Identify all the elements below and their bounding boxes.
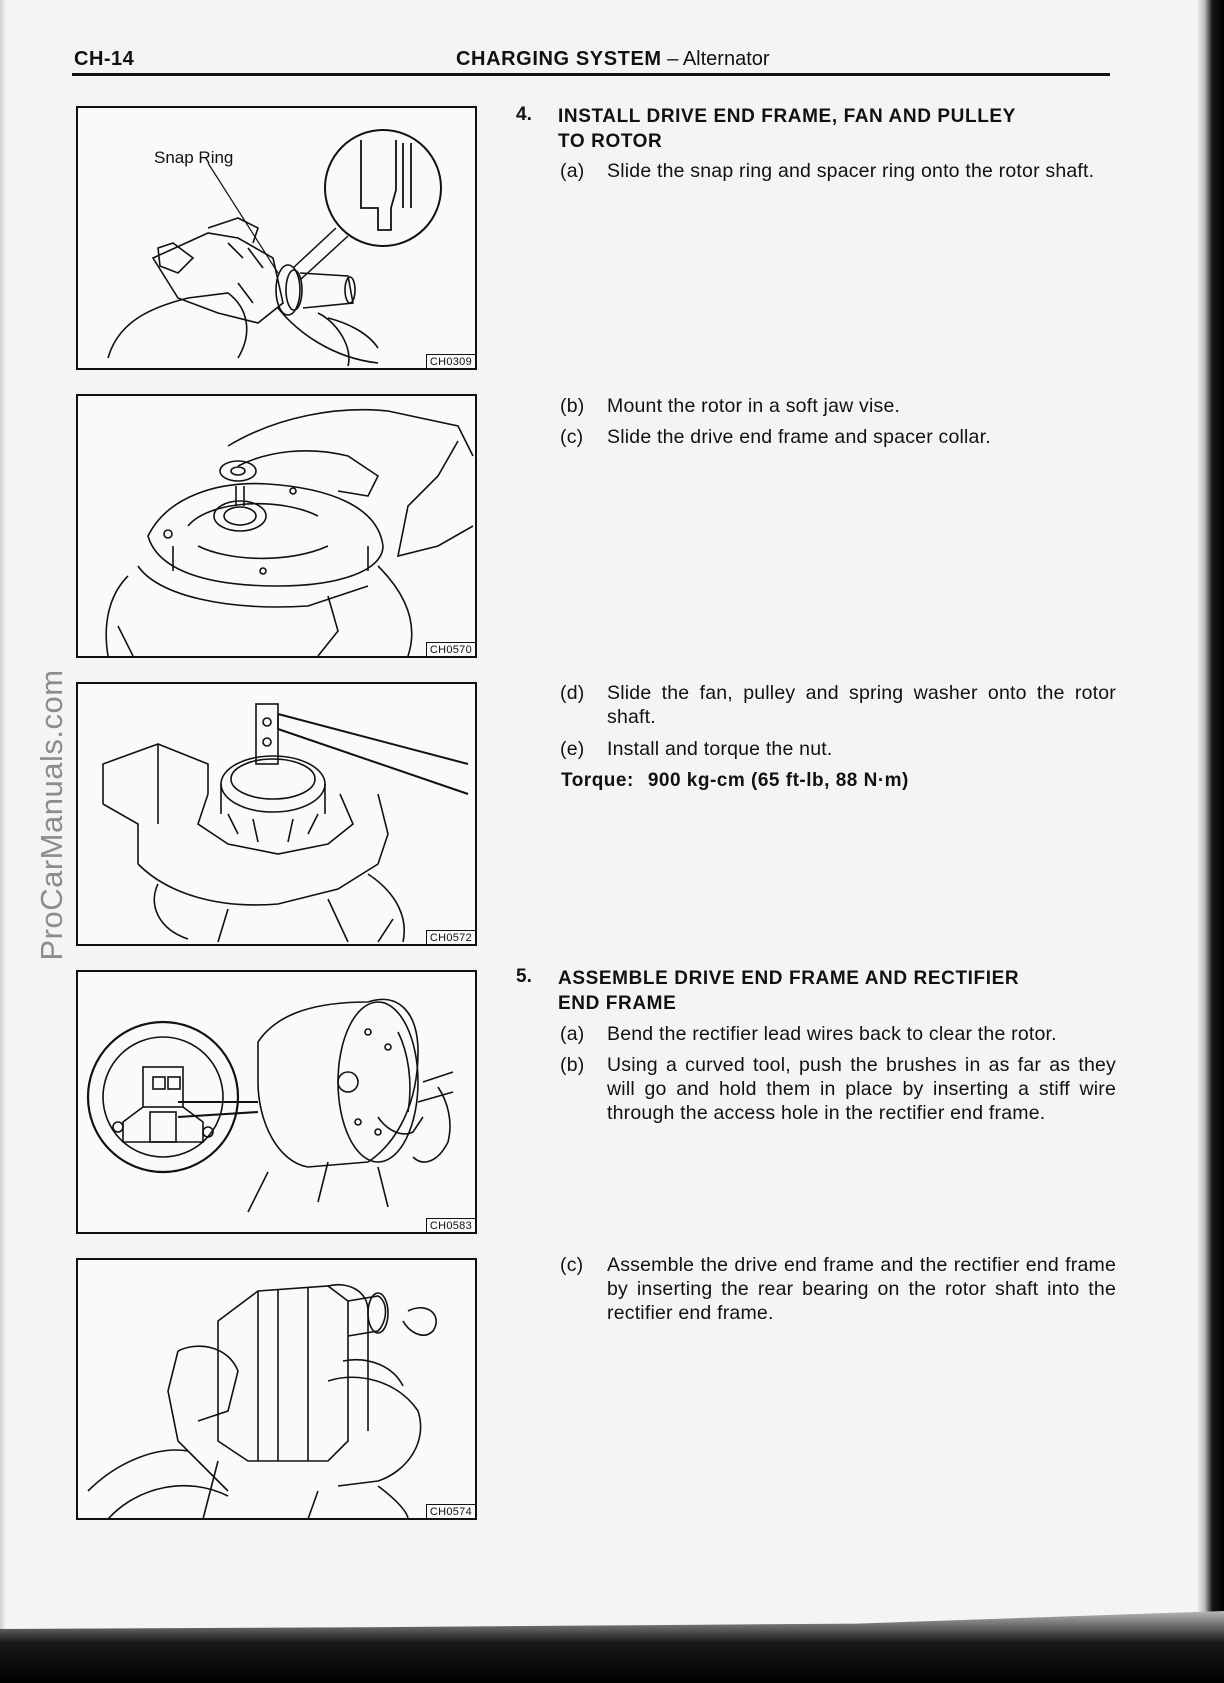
section-title xyxy=(456,48,770,71)
step-heading-line: TO ROTOR xyxy=(558,131,663,152)
figure-drive-end-frame xyxy=(76,394,477,658)
figure-code: CH0309 xyxy=(426,354,475,368)
substep-text: Bend the rectifier lead wires back to clear the rotor. xyxy=(607,1023,1057,1045)
step-heading-line: INSTALL DRIVE END FRAME, FAN AND PULLEY xyxy=(558,106,1016,127)
figure-code: CH0570 xyxy=(426,642,475,656)
torque-value: 900 kg-cm (65 ft-lb, 88 N·m) xyxy=(647,770,909,791)
substep-text: Install and torque the nut. xyxy=(607,738,833,760)
brush-holder-illustration xyxy=(78,972,475,1232)
substep-letter: (e) xyxy=(560,738,585,760)
step-5 xyxy=(516,966,1116,1021)
figure-code: CH0574 xyxy=(426,1504,475,1518)
pulley-torque-illustration xyxy=(78,684,475,944)
figure-code: CH0583 xyxy=(426,1218,475,1232)
substep-4b xyxy=(560,394,1116,420)
substep-4a xyxy=(560,159,1116,209)
figure-assemble-frames xyxy=(76,1258,477,1520)
watermark-text: ProCarManuals.com xyxy=(34,669,69,961)
substep-letter: (d) xyxy=(560,682,585,704)
substep-text: Slide the fan, pulley and spring washer onto the rotor shaft. xyxy=(607,682,1116,728)
substep-letter: (a) xyxy=(560,1023,585,1045)
section-title-main: CHARGING SYSTEM xyxy=(456,48,662,70)
substep-text: Slide the snap ring and spacer ring onto the rotor shaft. xyxy=(607,160,1095,182)
figure-brush-holder xyxy=(76,970,477,1234)
figure-snap-ring xyxy=(76,106,477,370)
substep-text: Assemble the drive end frame and the rectifier end frame by inserting the rear bearing on the rotor shaft into the rectifier end frame. xyxy=(607,1254,1116,1324)
step-number: 4. xyxy=(516,104,532,125)
page-number: CH-14 xyxy=(74,48,135,70)
step-heading-line: ASSEMBLE DRIVE END FRAME AND RECTIFIER xyxy=(558,968,1020,989)
figure-pulley-torque xyxy=(76,682,477,946)
substep-letter: (a) xyxy=(560,160,585,182)
scan-left-edge xyxy=(0,0,6,1683)
substep-letter: (c) xyxy=(560,1254,584,1276)
step-number: 5. xyxy=(516,966,532,987)
substep-text: Slide the drive end frame and spacer collar. xyxy=(607,426,991,448)
substep-4c xyxy=(560,425,1116,451)
scan-right-edge xyxy=(1198,0,1224,1683)
substep-letter: (b) xyxy=(560,395,585,417)
substep-5b xyxy=(560,1053,1116,1153)
substep-text: Mount the rotor in a soft jaw vise. xyxy=(607,395,901,417)
substep-letter: (c) xyxy=(560,426,584,448)
drive-end-frame-illustration xyxy=(78,396,475,656)
step-heading xyxy=(558,966,1019,1016)
snap-ring-illustration xyxy=(78,108,475,368)
torque-spec xyxy=(561,770,909,792)
substep-text: Using a curved tool, push the brushes in as far as they will go and hold them in place by inserting a stiff wire through the access hole in the rectifier end frame. xyxy=(607,1054,1116,1124)
substep-4d xyxy=(560,681,1116,731)
section-title-sub: – Alternator xyxy=(661,48,770,70)
torque-label: Torque: xyxy=(561,770,634,791)
step-heading xyxy=(558,104,1016,154)
substep-4e xyxy=(560,737,1116,763)
header-rule xyxy=(72,73,1110,76)
figure-code: CH0572 xyxy=(426,930,475,944)
scan-bottom-edge xyxy=(0,1593,1224,1683)
step-4 xyxy=(516,104,1116,159)
step-heading-line: END FRAME xyxy=(558,993,677,1014)
assemble-frames-illustration xyxy=(78,1260,475,1520)
page-header xyxy=(74,44,1110,74)
snap-ring-label: Snap Ring xyxy=(154,148,234,167)
substep-5c xyxy=(560,1253,1116,1328)
substep-5a xyxy=(560,1022,1116,1048)
substep-letter: (b) xyxy=(560,1054,585,1076)
